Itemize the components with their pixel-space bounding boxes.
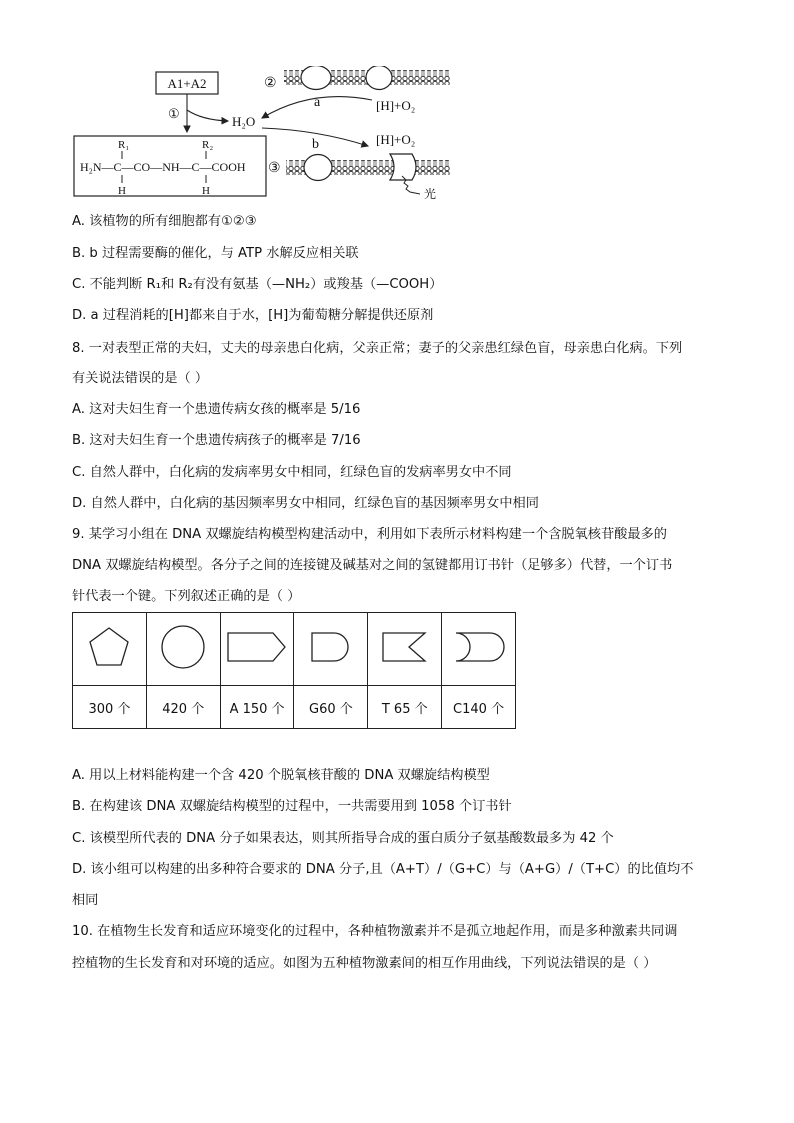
circle-count: 420 个 (146, 686, 220, 729)
membrane3-protein-2 (390, 154, 416, 180)
base-g-count: G60 个 (294, 686, 368, 729)
q9-option-d: D. 该小组可以构建的出多种符合要求的 DNA 分子,且（A+T）/（G+C）与（A+G）/（T+C）的比值均不 (72, 862, 694, 877)
circle-icon (158, 622, 208, 672)
q7-option-a: A. 该植物的所有细胞都有①②③ (72, 214, 257, 229)
light-label: 光 (424, 187, 437, 200)
r1-label: R₁ (118, 139, 130, 151)
q8-option-c: C. 自然人群中，白化病的发病率男女中相同，红绿色盲的发病率男女中不同 (72, 465, 512, 480)
membrane2-label: ② (264, 76, 277, 91)
materials-count-row (73, 686, 516, 729)
q8-stem-line1: 8. 一对表型正常的夫妇，丈夫的母亲患白化病，父亲正常；妻子的父亲患红绿色盲，母亲患白化病。下列 (72, 341, 683, 356)
membrane2-protein-1 (301, 66, 331, 90)
arrow-tab-icon (225, 629, 289, 665)
arrow-b-label: b (312, 137, 319, 152)
peptide-formula: H₂N—C—CO—NH—C—COOH (80, 160, 246, 174)
water-label: H₂O (232, 114, 256, 129)
q8-stem-line2: 有关说法错误的是（ ） (72, 371, 209, 386)
h2-label: H (202, 185, 210, 197)
pentagon-count: 300 个 (73, 686, 147, 729)
pentagon-icon (86, 624, 132, 670)
q9-option-d-continued: 相同 (72, 893, 99, 908)
step1-label: ① (168, 106, 180, 121)
materials-table (72, 612, 516, 729)
r2-label: R₂ (202, 139, 214, 151)
base-c-shape-cell (442, 613, 516, 686)
product-b: [H]+O₂ (376, 132, 416, 147)
product-a: [H]+O₂ (376, 98, 416, 113)
base-t-shape-cell (368, 613, 442, 686)
q9-option-c: C. 该模型所代表的 DNA 分子如果表达，则其所指导合成的蛋白质分子氨基酸数最多为 42 个 (72, 831, 614, 846)
q9-stem-line2: DNA 双螺旋结构模型。各分子之间的连接键及碱基对之间的氢键都用订书针（足够多）代替，一个订书 (72, 558, 673, 573)
q9-stem-line3: 针代表一个键。下列叙述正确的是（ ） (72, 589, 301, 604)
q10-stem-line2: 控植物的生长发育和对环境的适应。如图为五种植物激素间的相互作用曲线，下列说法错误的是（ ） (72, 956, 657, 971)
base-t-count: T 65 个 (368, 686, 442, 729)
base-c-count: C140 个 (442, 686, 516, 729)
materials-shape-row (73, 613, 516, 686)
h1-label: H (118, 185, 126, 197)
concave-tab-icon (450, 629, 508, 665)
q8-option-d: D. 自然人群中，白化病的基因频率男女中相同，红绿色盲的基因频率男女中相同 (72, 496, 539, 511)
base-a-shape-cell (220, 613, 294, 686)
q9-option-a: A. 用以上材料能构建一个含 420 个脱氧核苷酸的 DNA 双螺旋结构模型 (72, 768, 490, 783)
pentagon-cell (73, 613, 147, 686)
base-g-shape-cell (294, 613, 368, 686)
membrane3-label: ③ (268, 161, 281, 176)
q7-option-d: D. a 过程消耗的[H]都来自于水，[H]为葡萄糖分解提供还原剂 (72, 308, 434, 323)
q8-option-b: B. 这对夫妇生育一个患遗传病孩子的概率是 7/16 (72, 433, 361, 448)
q7-option-b: B. b 过程需要酶的催化，与 ATP 水解反应相关联 (72, 246, 359, 261)
q8-option-a: A. 这对夫妇生育一个患遗传病女孩的概率是 5/16 (72, 402, 361, 417)
q10-stem-line1: 10. 在植物生长发育和适应环境变化的过程中，各种植物激素并不是孤立地起作用，而是多种激素共同调 (72, 924, 678, 939)
base-a-count: A 150 个 (220, 686, 294, 729)
membrane2-protein-2 (366, 66, 392, 90)
q7-option-c: C. 不能判断 R₁和 R₂有没有氨基（—NH₂）或羧基（—COOH） (72, 277, 443, 292)
notched-tab-icon (379, 629, 431, 665)
arrow-a-label: a (314, 95, 321, 110)
q9-stem-line1: 9. 某学习小组在 DNA 双螺旋结构模型构建活动中，利用如下表所示材料构建一个含脱氧核苷酸最多的 (72, 527, 667, 542)
rounded-tab-icon (308, 629, 354, 665)
a1a2-label: A1+A2 (167, 76, 207, 91)
circle-cell (146, 613, 220, 686)
step1-curve (187, 110, 228, 121)
q9-option-b: B. 在构建该 DNA 双螺旋结构模型的过程中，一共需要用到 1058 个订书针 (72, 799, 512, 814)
membrane3-protein-1 (304, 155, 332, 181)
photosynthesis-diagram (72, 66, 472, 200)
